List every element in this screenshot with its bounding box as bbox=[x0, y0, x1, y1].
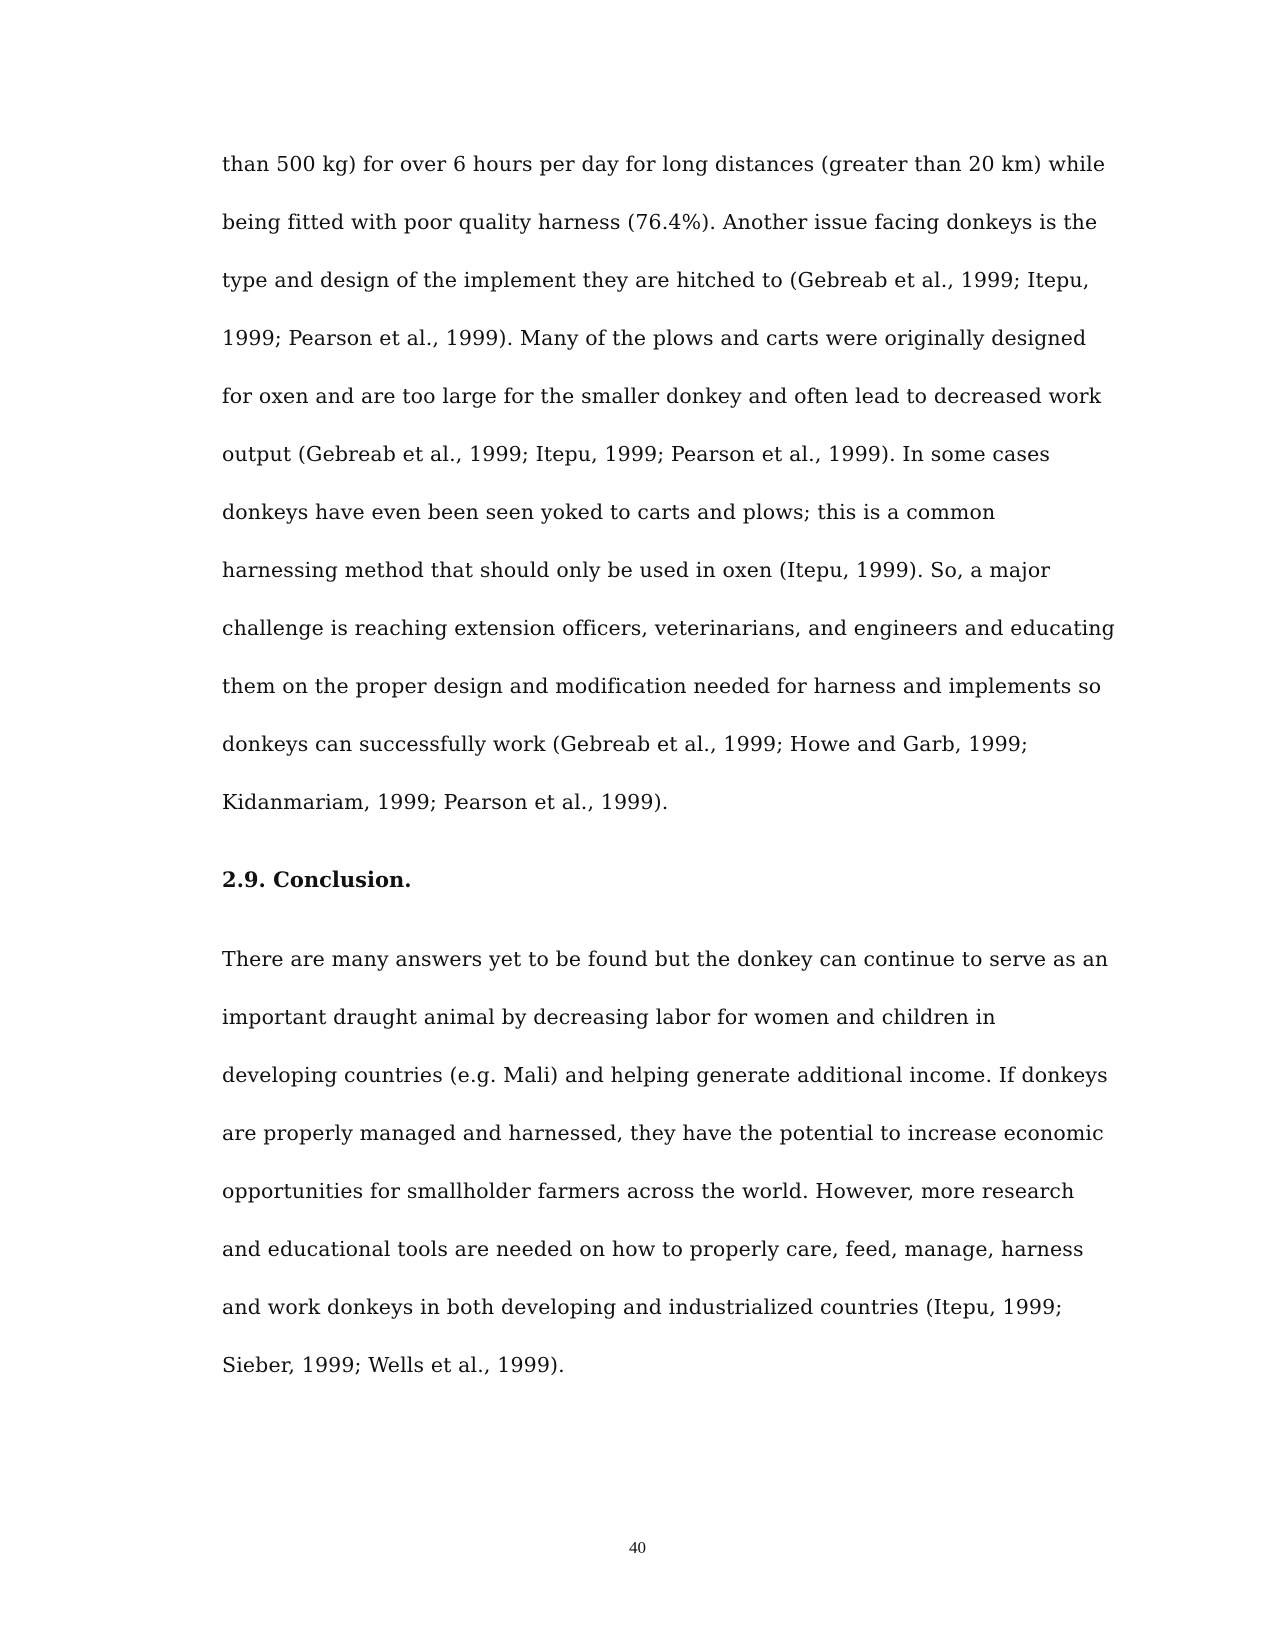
text-line: harnessing method that should only be used in oxen (Itepu, 1999). So, a major bbox=[222, 558, 1051, 582]
text-line: and work donkeys in both developing and industrialized countries (Itepu, 1999; bbox=[222, 1295, 1063, 1319]
text-line: There are many answers yet to be found but the donkey can continue to serve as an bbox=[222, 947, 1109, 971]
text-line: being fitted with poor quality harness (76.4%). Another issue facing donkeys is the bbox=[222, 210, 1098, 234]
text-line: donkeys can successfully work (Gebreab et al., 1999; Howe and Garb, 1999; bbox=[222, 732, 1029, 756]
text-line: type and design of the implement they are hitched to (Gebreab et al., 1999; Itepu, bbox=[222, 268, 1090, 292]
text-line: Kidanmariam, 1999; Pearson et al., 1999). bbox=[222, 790, 669, 814]
section-heading: 2.9. Conclusion. bbox=[222, 867, 412, 892]
page-number: 40 bbox=[629, 1538, 646, 1557]
text-line: donkeys have even been seen yoked to carts and plows; this is a common bbox=[222, 500, 996, 524]
text-line: important draught animal by decreasing labor for women and children in bbox=[222, 1005, 996, 1029]
text-line: than 500 kg) for over 6 hours per day for long distances (greater than 20 km) while bbox=[222, 152, 1106, 176]
text-line: and educational tools are needed on how to properly care, feed, manage, harness bbox=[222, 1237, 1084, 1261]
text-line: developing countries (e.g. Mali) and helping generate additional income. If donkeys bbox=[222, 1063, 1108, 1087]
text-line: are properly managed and harnessed, they have the potential to increase economic bbox=[222, 1121, 1104, 1145]
text-line: opportunities for smallholder farmers across the world. However, more research bbox=[222, 1179, 1075, 1203]
text-line: 1999; Pearson et al., 1999). Many of the plows and carts were originally designed bbox=[222, 326, 1087, 350]
text-line: challenge is reaching extension officers, veterinarians, and engineers and educating bbox=[222, 616, 1115, 640]
text-line: for oxen and are too large for the smaller donkey and often lead to decreased work bbox=[222, 384, 1102, 408]
conclusion-paragraph bbox=[222, 930, 1109, 1394]
text-line: them on the proper design and modification needed for harness and implements so bbox=[222, 674, 1102, 698]
text-line: output (Gebreab et al., 1999; Itepu, 1999; Pearson et al., 1999). In some cases bbox=[222, 442, 1051, 466]
text-line: Sieber, 1999; Wells et al., 1999). bbox=[222, 1353, 565, 1377]
body-paragraph bbox=[222, 135, 1115, 831]
